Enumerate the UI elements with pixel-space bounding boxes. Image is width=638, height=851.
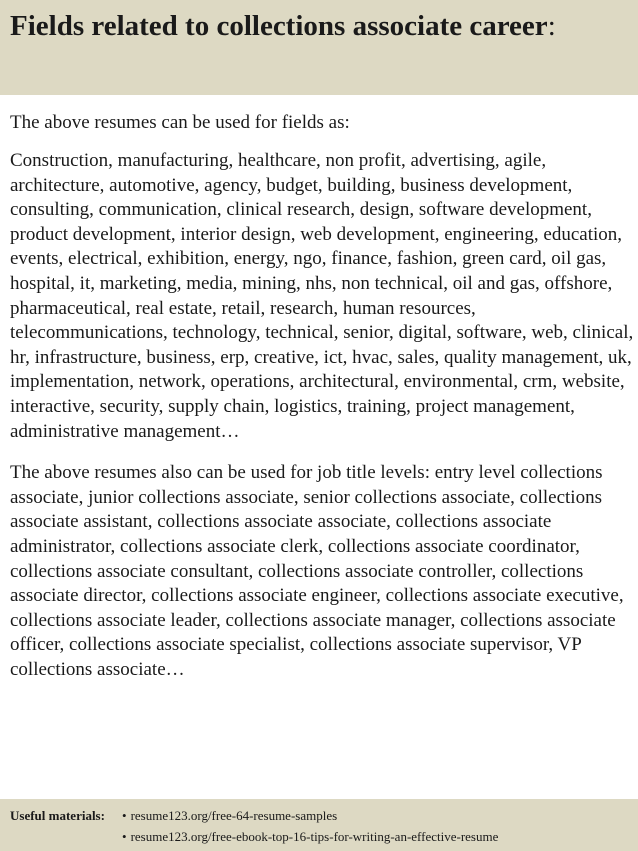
useful-materials-label [10, 805, 122, 826]
fields-list-paragraph: Construction, manufacturing, healthcare, non profit, advertising, agile, architecture, automotive, agency, budget, building, business development, consulting, communication, clinical research, design, software development, product development, interior design, web development, engineering, education, events, electrical, exhibition, energy, ngo, finance, fashion, green card, oil gas, hospital, it, marketing, media, mining, nhs, non technical, oil and gas, offshore, pharmaceutical, real estate, retail, research, human resources, telecommunications, technology, technical, senior, digital, software, web, clinical, hr, infrastructure, business, erp, creative, ict, hvac, sales, quality management, uk, implementation, network, operations, architectural, environmental, crm, website, interactive, security, supply chain, logistics, training, project management, administrative management… [10, 150, 634, 442]
main-content [10, 110, 634, 682]
bullet-icon: • [122, 829, 127, 844]
page-title-text: Fields related to collections associate career [10, 10, 548, 42]
title-banner [0, 0, 638, 95]
footer-row-2 [10, 826, 628, 847]
footer-indent [10, 826, 122, 847]
job-levels-paragraph: The above resumes also can be used for job title levels: entry level collections associate, junior collections associate, senior collections associate, collections associate assistant, collections associate associate, collections associate administrator, collections associate clerk, collections associate coordinator, collections associate consultant, collections associate controller, collections associate director, collections associate engineer, collections associate executive, collections associate leader, collections associate manager, collections associate officer, collections associate specialist, collections associate supervisor, VP collections associate… [10, 462, 624, 680]
page-title [10, 7, 628, 45]
page-title-colon: : [547, 10, 556, 42]
resource-link-resume-samples[interactable]: resume123.org/free-64-resume-samples [130, 808, 338, 823]
useful-materials-label-text: Useful materials [10, 808, 101, 823]
bullet-icon: • [122, 808, 127, 823]
useful-materials-footer [0, 799, 638, 851]
useful-materials-label-colon: : [100, 808, 105, 823]
fields-intro: The above resumes can be used for fields as: [10, 112, 350, 133]
footer-row-1 [10, 805, 628, 826]
resource-link-ebook-tips[interactable]: resume123.org/free-ebook-top-16-tips-for-writing-an-effective-resume [130, 829, 499, 844]
